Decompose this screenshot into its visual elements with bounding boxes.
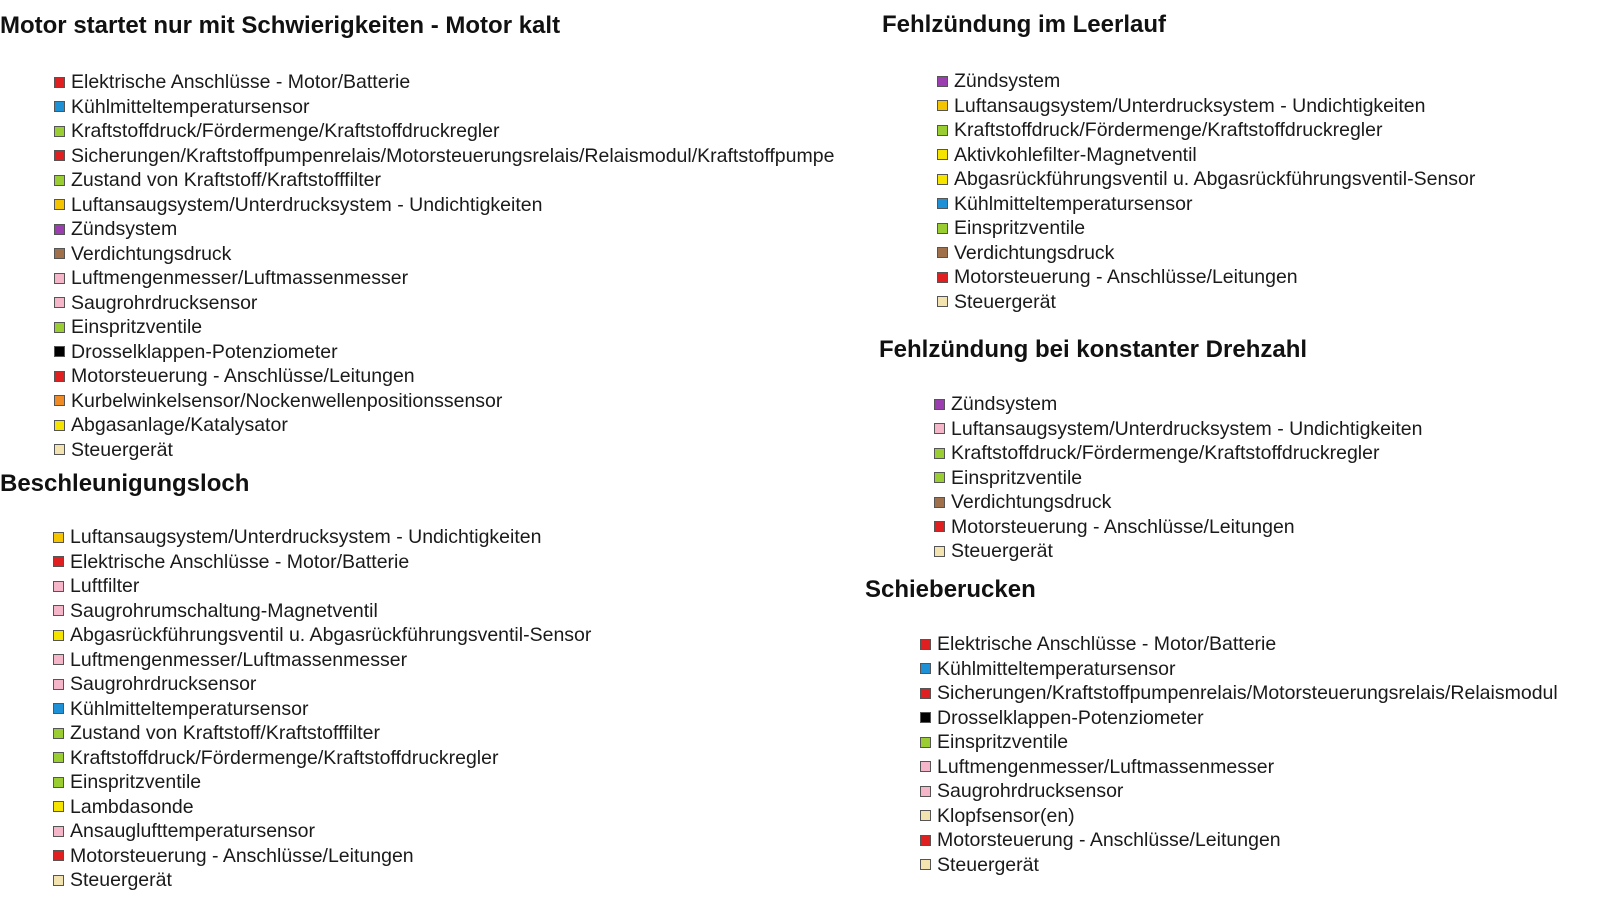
list-item [54, 364, 834, 389]
list-item-label: Kühlmitteltemperatursensor [937, 657, 1176, 680]
color-square-icon [54, 199, 65, 210]
list-item [937, 118, 1475, 143]
list-item [934, 392, 1422, 417]
color-square-icon [54, 322, 65, 333]
section-fehlzuendung-leerlauf [882, 11, 1476, 313]
color-square-icon [53, 654, 64, 665]
list-item [920, 632, 1558, 657]
list-item-label: Verdichtungsdruck [951, 491, 1112, 513]
list-item [934, 466, 1422, 491]
list-item [937, 94, 1475, 119]
list-item-label: Elektrische Anschlüsse - Motor/Batterie [70, 550, 410, 573]
list-item-label: Sicherungen/Kraftstoffpumpenrelais/Motorsteuerungsrelais/Relaismodul/Kraftstoffpumpe [71, 144, 835, 167]
list-item-label: Lambdasonde [70, 795, 194, 818]
list-item-label: Steuergerät [954, 290, 1056, 313]
color-square-icon [53, 728, 64, 739]
color-square-icon [54, 395, 65, 406]
color-square-icon [934, 521, 945, 532]
list-item-label: Zündsystem [951, 393, 1058, 415]
color-square-icon [920, 810, 931, 821]
color-square-icon [920, 712, 931, 723]
color-square-icon [53, 801, 64, 812]
list-item-label: Zustand von Kraftstoff/Kraftstofffilter [71, 169, 381, 191]
color-square-icon [53, 752, 64, 763]
color-square-icon [937, 174, 948, 185]
section-fehlzuendung-konstante-drehzahl [879, 336, 1423, 562]
color-square-icon [937, 125, 948, 136]
color-square-icon [937, 100, 948, 111]
list-item [920, 681, 1558, 706]
list-item [920, 657, 1558, 682]
color-square-icon [54, 224, 65, 235]
section-title: Schieberucken [865, 576, 1036, 603]
list-item-label: Kurbelwinkelsensor/Nockenwellenpositionssensor [71, 389, 503, 412]
list-item [53, 648, 591, 673]
color-square-icon [53, 826, 64, 837]
list-item [54, 168, 834, 193]
list-item [920, 755, 1558, 780]
list-item-label: Luftansaugsystem/Unterdrucksystem - Undichtigkeiten [951, 417, 1423, 440]
list-item [54, 217, 834, 242]
list-item [920, 853, 1558, 878]
list-item [53, 770, 591, 795]
list-item-label: Kraftstoffdruck/Fördermenge/Kraftstoffdruckregler [70, 746, 499, 769]
list-item-label: Zustand von Kraftstoff/Kraftstofffilter [70, 722, 380, 744]
checklist [937, 69, 1475, 314]
list-item-label: Einspritzventile [937, 731, 1069, 753]
list-item [53, 574, 591, 599]
color-square-icon [54, 150, 65, 161]
list-item [53, 868, 591, 893]
color-square-icon [920, 835, 931, 846]
color-square-icon [934, 497, 945, 508]
list-item-label: Saugrohrdrucksensor [71, 291, 258, 314]
list-item-label: Drosselklappen-Potenziometer [71, 340, 338, 363]
list-item-label: Elektrische Anschlüsse - Motor/Batterie [71, 71, 411, 93]
color-square-icon [54, 101, 65, 112]
list-item [53, 721, 591, 746]
list-item [53, 525, 591, 550]
list-item [54, 438, 834, 463]
color-square-icon [54, 77, 65, 88]
list-item-label: Motorsteuerung - Anschlüsse/Leitungen [937, 829, 1281, 851]
list-item [937, 216, 1475, 241]
list-item [53, 672, 591, 697]
list-item-label: Abgasrückführungsventil u. Abgasrückführungsventil-Sensor [954, 168, 1476, 190]
list-item-label: Drosselklappen-Potenziometer [937, 706, 1204, 729]
list-item-label: Saugrohrumschaltung-Magnetventil [70, 599, 378, 622]
color-square-icon [53, 777, 64, 788]
checklist [54, 70, 834, 462]
list-item [920, 706, 1558, 731]
section-motor-startet-kalt [0, 12, 835, 461]
section-title: Beschleunigungsloch [0, 470, 250, 497]
list-item [54, 340, 834, 365]
list-item [53, 697, 591, 722]
list-item [53, 746, 591, 771]
color-square-icon [54, 126, 65, 137]
list-item-label: Luftmengenmesser/Luftmassenmesser [71, 267, 409, 289]
color-square-icon [920, 737, 931, 748]
list-item-label: Saugrohrdrucksensor [70, 673, 257, 695]
list-item-label: Steuergerät [71, 438, 173, 461]
list-item-label: Steuergerät [70, 869, 172, 891]
list-item [53, 550, 591, 575]
list-item [920, 730, 1558, 755]
list-item-label: Saugrohrdrucksensor [937, 780, 1124, 802]
color-square-icon [934, 448, 945, 459]
list-item-label: Luftmengenmesser/Luftmassenmesser [70, 648, 408, 671]
section-title: Fehlzündung im Leerlauf [882, 11, 1167, 38]
list-item [920, 828, 1558, 853]
list-item [54, 413, 834, 438]
color-square-icon [920, 663, 931, 674]
color-square-icon [937, 198, 948, 209]
list-item-label: Sicherungen/Kraftstoffpumpenrelais/Motorsteuerungsrelais/Relaismodul [937, 682, 1558, 704]
list-item [54, 315, 834, 340]
list-item [54, 144, 834, 169]
color-square-icon [53, 556, 64, 567]
color-square-icon [934, 423, 945, 434]
list-item-label: Zündsystem [954, 70, 1061, 92]
list-item [937, 167, 1475, 192]
list-item [937, 192, 1475, 217]
list-item [53, 844, 591, 869]
color-square-icon [920, 688, 931, 699]
list-item-label: Luftansaugsystem/Unterdrucksystem - Undichtigkeiten [71, 193, 543, 216]
color-square-icon [934, 399, 945, 410]
color-square-icon [53, 850, 64, 861]
list-item [937, 69, 1475, 94]
list-item-label: Zündsystem [71, 218, 178, 240]
list-item-label: Verdichtungsdruck [71, 242, 232, 265]
list-item-label: Motorsteuerung - Anschlüsse/Leitungen [71, 365, 415, 387]
list-item [54, 119, 834, 144]
list-item [920, 804, 1558, 829]
list-item-label: Kühlmitteltemperatursensor [70, 697, 309, 720]
color-square-icon [54, 273, 65, 284]
color-square-icon [937, 149, 948, 160]
list-item-label: Abgasrückführungsventil u. Abgasrückführungsventil-Sensor [70, 624, 592, 646]
color-square-icon [53, 875, 64, 886]
checklist [934, 392, 1422, 564]
color-square-icon [53, 679, 64, 690]
list-item [53, 819, 591, 844]
list-item [54, 242, 834, 267]
list-item-label: Aktivkohlefilter-Magnetventil [954, 143, 1197, 166]
list-item [53, 623, 591, 648]
list-item-label: Motorsteuerung - Anschlüsse/Leitungen [954, 266, 1298, 288]
color-square-icon [920, 639, 931, 650]
section-beschleunigungsloch [0, 470, 592, 891]
list-item-label: Einspritzventile [951, 466, 1083, 489]
color-square-icon [937, 223, 948, 234]
color-square-icon [53, 703, 64, 714]
color-square-icon [937, 272, 948, 283]
checklist [53, 525, 591, 893]
list-item [53, 599, 591, 624]
color-square-icon [54, 297, 65, 308]
color-square-icon [937, 296, 948, 307]
section-title: Motor startet nur mit Schwierigkeiten - Motor kalt [0, 12, 561, 39]
section-title: Fehlzündung bei konstanter Drehzahl [879, 336, 1308, 363]
color-square-icon [53, 581, 64, 592]
list-item [54, 266, 834, 291]
list-item-label: Steuergerät [951, 540, 1053, 562]
list-item [54, 389, 834, 414]
list-item [53, 795, 591, 820]
section-schieberucken [865, 576, 1558, 876]
list-item-label: Luftansaugsystem/Unterdrucksystem - Undichtigkeiten [70, 526, 542, 548]
color-square-icon [920, 786, 931, 797]
color-square-icon [934, 546, 945, 557]
list-item [937, 290, 1475, 315]
list-item-label: Kraftstoffdruck/Fördermenge/Kraftstoffdruckregler [951, 442, 1380, 464]
color-square-icon [937, 76, 948, 87]
list-item-label: Luftmengenmesser/Luftmassenmesser [937, 755, 1275, 778]
color-square-icon [54, 371, 65, 382]
list-item-label: Abgasanlage/Katalysator [71, 414, 288, 436]
list-item-label: Einspritzventile [954, 217, 1086, 239]
list-item-label: Einspritzventile [70, 771, 202, 793]
list-item-label: Kraftstoffdruck/Fördermenge/Kraftstoffdruckregler [954, 119, 1383, 141]
list-item-label: Ansauglufttemperatursensor [70, 820, 315, 842]
color-square-icon [920, 859, 931, 870]
color-square-icon [53, 630, 64, 641]
color-square-icon [54, 420, 65, 431]
color-square-icon [920, 761, 931, 772]
list-item-label: Einspritzventile [71, 316, 203, 338]
color-square-icon [54, 248, 65, 259]
color-square-icon [53, 605, 64, 616]
list-item [934, 417, 1422, 442]
list-item [937, 241, 1475, 266]
list-item-label: Luftansaugsystem/Unterdrucksystem - Undichtigkeiten [954, 94, 1426, 117]
list-item [920, 779, 1558, 804]
list-item [54, 95, 834, 120]
list-item-label: Elektrische Anschlüsse - Motor/Batterie [937, 633, 1277, 655]
color-square-icon [54, 444, 65, 455]
list-item [934, 441, 1422, 466]
list-item [937, 143, 1475, 168]
checklist [920, 632, 1558, 877]
list-item-label: Verdichtungsdruck [954, 241, 1115, 264]
list-item [934, 490, 1422, 515]
list-item-label: Luftfilter [70, 575, 140, 597]
list-item [937, 265, 1475, 290]
list-item-label: Motorsteuerung - Anschlüsse/Leitungen [70, 844, 414, 867]
list-item-label: Kühlmitteltemperatursensor [71, 95, 310, 118]
color-square-icon [54, 175, 65, 186]
list-item-label: Klopfsensor(en) [937, 804, 1075, 827]
list-item-label: Kühlmitteltemperatursensor [954, 192, 1193, 215]
list-item [934, 515, 1422, 540]
list-item-label: Kraftstoffdruck/Fördermenge/Kraftstoffdruckregler [71, 120, 500, 142]
list-item [54, 291, 834, 316]
color-square-icon [53, 532, 64, 543]
list-item [934, 539, 1422, 564]
list-item [54, 70, 834, 95]
color-square-icon [54, 346, 65, 357]
list-item [54, 193, 834, 218]
color-square-icon [934, 472, 945, 483]
list-item-label: Steuergerät [937, 853, 1039, 876]
list-item-label: Motorsteuerung - Anschlüsse/Leitungen [951, 515, 1295, 538]
color-square-icon [937, 247, 948, 258]
